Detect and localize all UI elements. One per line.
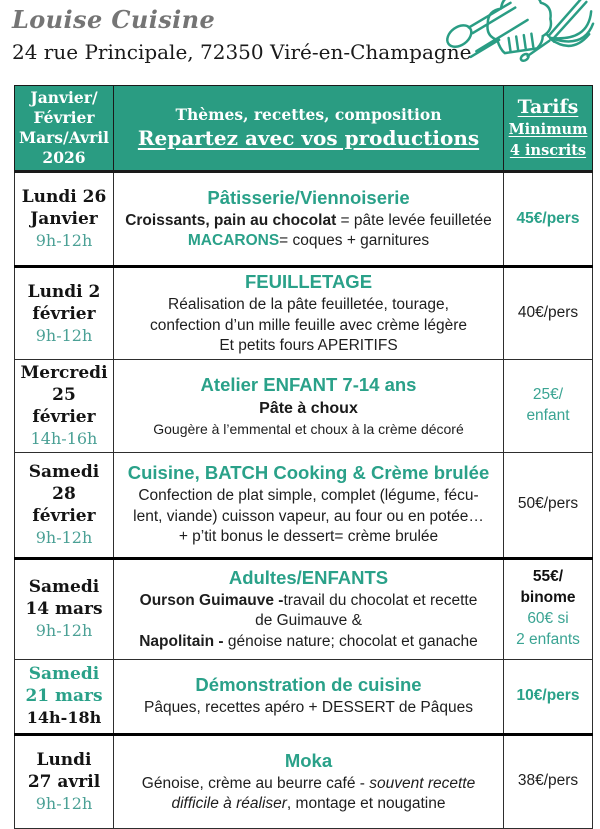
- tarifs-title: Tarifs: [517, 95, 579, 118]
- header-tarifs-cell: [504, 86, 593, 172]
- date-line: 14 mars: [25, 599, 103, 620]
- price-cell: 50€/pers: [504, 452, 593, 558]
- time-range: 9h-12h: [35, 621, 93, 641]
- content-cell: [114, 359, 504, 452]
- date-cell: [15, 558, 114, 659]
- date-cell: [15, 267, 114, 360]
- content-cell: [114, 734, 504, 828]
- price-cell: 10€/pers: [504, 659, 593, 734]
- course-detail: Réalisation de la pâte feuilletée, tourage,: [168, 295, 449, 313]
- schedule-table: [14, 85, 593, 829]
- date-cell: [15, 659, 114, 734]
- course-detail: Pâques, recettes apéro + DESSERT de Pâques: [143, 699, 473, 717]
- course-title: Atelier ENFANT 7-14 ans: [200, 374, 417, 396]
- content-cell: [114, 172, 504, 267]
- course-title: Démonstration de cuisine: [195, 674, 422, 696]
- date-line: Lundi: [36, 749, 92, 770]
- period-line: Mars/Avril: [18, 128, 110, 147]
- period-line: 2026: [42, 147, 86, 167]
- period-line: Janvier/: [30, 88, 98, 108]
- table-row: [15, 659, 593, 734]
- brand-address: 24 rue Principale, 72350 Viré-en-Champagne: [12, 40, 472, 64]
- price-line: 55€/: [532, 568, 564, 586]
- course-detail: Et petits fours APERITIFS: [219, 337, 398, 355]
- date-line: Janvier: [30, 209, 98, 230]
- course-detail: Gougère à l’emmental et choux à la crème décoré: [153, 420, 464, 437]
- detail-bold: Croissants, pain au chocolat: [125, 211, 337, 229]
- table-row: [15, 558, 593, 659]
- time-range: 14h-16h: [30, 429, 98, 449]
- time-range: 9h-12h: [35, 793, 93, 813]
- tarifs-inscrits: 4 inscrits: [509, 142, 587, 160]
- detail-accent: MACARONS: [187, 232, 280, 250]
- content-cell: [114, 452, 504, 558]
- price-cell: 40€/pers: [504, 267, 593, 360]
- table-row: [15, 734, 593, 828]
- detail-text: = pâte levée feuilletée: [336, 211, 492, 229]
- tarifs-minimum: Minimum: [508, 121, 588, 139]
- date-cell: [15, 452, 114, 558]
- date-line: 27 avril: [27, 771, 101, 792]
- table-row: [15, 452, 593, 558]
- date-line: Samedi 28: [28, 461, 100, 504]
- course-detail: lent, viande) cuisson vapeur, au four ou en potée…: [133, 507, 484, 525]
- course-detail: de Guimauve &: [255, 612, 362, 630]
- price-line: 2 enfants: [516, 631, 580, 649]
- price-line: 60€ si: [527, 610, 569, 628]
- course-title: Cuisine, BATCH Cooking & Crème brulée: [127, 462, 490, 484]
- detail-text: , montage et nougatine: [286, 795, 446, 813]
- course-detail: [117, 632, 500, 653]
- chef-hat-whisk-spoon-icon: [444, 0, 596, 74]
- price-cell: 38€/pers: [504, 734, 593, 828]
- course-title: Moka: [284, 749, 333, 771]
- detail-italic: souvent recette: [369, 774, 476, 792]
- date-line: Samedi: [28, 664, 100, 685]
- course-detail: [117, 231, 500, 252]
- content-cell: [114, 659, 504, 734]
- themes-title: Repartez avec vos productions: [137, 126, 480, 151]
- course-subtitle: Pâte à choux: [259, 400, 358, 418]
- table-row: [15, 267, 593, 360]
- detail-italic: difficile à réaliser: [171, 795, 287, 813]
- price-cell: [504, 359, 593, 452]
- course-detail: [117, 794, 500, 815]
- time-range: 9h-12h: [35, 325, 93, 345]
- course-title: FEUILLETAGE: [244, 271, 373, 292]
- price-line: enfant: [526, 406, 570, 424]
- course-detail: + p’tit bonus le dessert= crème brulée: [178, 528, 439, 546]
- period-line: Février: [33, 108, 95, 128]
- content-cell: [114, 267, 504, 360]
- course-detail: [117, 591, 500, 612]
- detail-text: Génoise, crème au beurre café -: [141, 774, 370, 792]
- course-detail: [117, 211, 500, 232]
- date-line: Lundi 2: [27, 281, 101, 302]
- detail-text: génoise nature; chocolat et ganache: [227, 632, 478, 650]
- course-detail: confection d’un mille feuille avec crème légère: [149, 316, 468, 334]
- date-cell: [15, 359, 114, 452]
- date-cell: [15, 734, 114, 828]
- date-line: 25 février: [32, 384, 96, 427]
- price-line: 25€/: [532, 385, 564, 403]
- date-line: février: [32, 505, 96, 526]
- time-range: 14h-18h: [26, 708, 102, 728]
- table-row: [15, 359, 593, 452]
- price-cell: [504, 558, 593, 659]
- course-detail: [117, 774, 500, 795]
- table-row: [15, 172, 593, 267]
- date-line: Mercredi: [20, 362, 108, 383]
- date-line: Lundi 26: [21, 187, 107, 208]
- themes-subtitle: Thèmes, recettes, composition: [175, 104, 442, 124]
- header-period-cell: [15, 86, 114, 172]
- table-header-row: [15, 86, 593, 172]
- date-cell: [15, 172, 114, 267]
- detail-bold: Napolitain -: [139, 632, 228, 650]
- course-detail: Confection de plat simple, complet (légume, fécu-: [138, 487, 479, 505]
- detail-text: = coques + garnitures: [279, 232, 430, 250]
- detail-bold: Ourson Guimauve -: [139, 591, 284, 609]
- time-range: 9h-12h: [35, 231, 93, 251]
- course-title: Pâtisserie/Viennoiserie: [207, 186, 410, 208]
- content-cell: [114, 558, 504, 659]
- course-title: Adultes/ENFANTS: [228, 566, 389, 588]
- header-themes-cell: [114, 86, 504, 172]
- date-line: Samedi: [28, 577, 100, 598]
- detail-text: travail du chocolat et recette: [283, 591, 478, 609]
- brand-title: Louise Cuisine: [12, 5, 216, 34]
- price-line: binome: [520, 589, 576, 607]
- date-line: février: [32, 303, 96, 324]
- date-line: 21 mars: [25, 686, 103, 707]
- time-range: 9h-12h: [35, 528, 93, 548]
- price-cell: 45€/pers: [504, 172, 593, 267]
